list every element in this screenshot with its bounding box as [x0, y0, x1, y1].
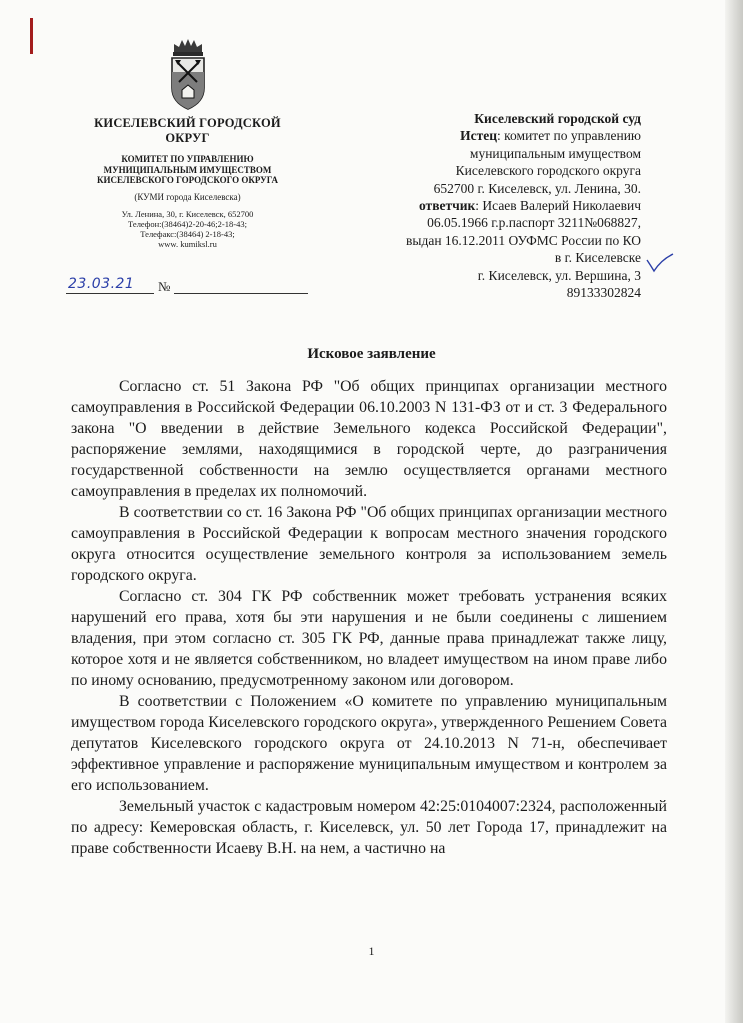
- court-name: Киселевский городской суд: [474, 111, 641, 126]
- handwritten-check-icon: [645, 252, 675, 274]
- defendant-address: г. Киселевск, ул. Вершина, 3: [477, 267, 641, 283]
- org-name: [70, 116, 305, 146]
- paragraph: В соответствии со ст. 16 Закона РФ "Об общих принципах организации местного самоуправления в Российской Федерации к вопросам местного значения городского округа относится осуществление земельного контроля за использованием земель городского округа.: [71, 504, 667, 584]
- defendant-label: ответчик: [418, 198, 476, 214]
- website: www. kumiksl.ru: [158, 238, 217, 249]
- fax: Телефакс:(38464) 2-18-43;: [140, 228, 235, 239]
- coat-of-arms-icon: [166, 38, 210, 112]
- document-title: Исковое заявление: [307, 346, 436, 362]
- defendant-passport3: в г. Киселевске: [554, 250, 641, 266]
- paragraph: Согласно ст. 304 ГК РФ собственник может требовать устранения всяких нарушений его права, хотя бы эти нарушения и не были соединены с лишением владения, при этом согласно ст. 305 ГК РФ, данные права принадлежат также лицу, которое хотя и не является собственником, но владеет имуществом на ином праве либо по иному основанию, предусмотренному законом или договором.: [71, 588, 667, 689]
- paragraph: Согласно ст. 51 Закона РФ "Об общих принципах организации местного самоуправления в Российской Федерации 06.10.2003 N 131-ФЗ от и ст. 3 Федерального закона "О введении в действие Земельного кодекса Российской Федерации", распоряжение землями, находящимися в городской черте, до разграничения государственной собственности на землю осуществляется органами местного самоуправления в пределах их полномочий.: [71, 378, 667, 500]
- address: Ул. Ленина, 30, г. Киселевск, 652700: [121, 208, 254, 219]
- defendant-name: : Исаев Валерий Николаевич: [475, 198, 641, 214]
- plaintiff-address: 652700 г. Киселевск, ул. Ленина, 30.: [433, 180, 641, 196]
- defendant-line: [341, 197, 641, 214]
- defendant-phone: 89133302824: [566, 285, 641, 301]
- page-number: 1: [368, 944, 375, 958]
- plaintiff-line2: муниципальным имуществом: [469, 145, 641, 161]
- registration-line: [66, 276, 316, 298]
- letterhead: [70, 38, 305, 249]
- defendant-passport1: 06.05.1966 г.р.паспорт 3211№068827,: [427, 215, 641, 231]
- red-margin-mark: [30, 18, 33, 54]
- plaintiff-line3: Киселевского городского округа: [455, 163, 641, 179]
- committee-short-name: (КУМИ города Киселевска): [134, 191, 241, 202]
- date-underline: [66, 293, 154, 294]
- phone: Телефон:(38464)2-20-46;2-18-43;: [128, 218, 247, 229]
- plaintiff-text: : комитет по управлению: [497, 128, 641, 144]
- document-body: [71, 370, 667, 859]
- addressee-block: [341, 110, 641, 301]
- committee-line3: КИСЕЛЕВСКОГО ГОРОДСКОГО ОКРУГА: [96, 175, 279, 185]
- plaintiff-label: Истец: [460, 128, 498, 144]
- contacts: [70, 209, 305, 249]
- paragraph: Земельный участок с кадастровым номером 42:25:0104007:2324, расположенный по адресу: Кемеровская область, г. Киселевск, ул. 50 лет Города 17, принадлежит на праве собственности Исаеву В.Н. на нем, а частично на: [71, 798, 667, 857]
- committee-name: [70, 154, 305, 186]
- paragraph: В соответствии с Положением «О комитете по управлению муниципальным имуществом города Киселевского городского округа», утвержденного Решением Совета депутатов Киселевского городского округа от 24.10.2013 N 71-н, обеспечивает эффективное управление и распоряжение муниципальным имуществом и контролем за его использованием.: [71, 693, 667, 794]
- handwritten-date: 23.03.21: [68, 276, 135, 292]
- org-name-line2: ОКРУГ: [165, 131, 210, 145]
- org-name-line1: КИСЕЛЕВСКИЙ ГОРОДСКОЙ: [94, 116, 281, 130]
- defendant-passport2: выдан 16.12.2011 ОУФМС России по КО: [406, 232, 641, 248]
- committee-line1: КОМИТЕТ ПО УПРАВЛЕНИЮ: [121, 154, 254, 164]
- number-label: №: [158, 279, 171, 294]
- committee-line2: МУНИЦИПАЛЬНЫМ ИМУЩЕСТВОМ: [103, 164, 272, 175]
- number-underline: [174, 293, 308, 294]
- plaintiff-line1: [341, 127, 641, 144]
- scan-edge-shadow: [725, 0, 743, 1023]
